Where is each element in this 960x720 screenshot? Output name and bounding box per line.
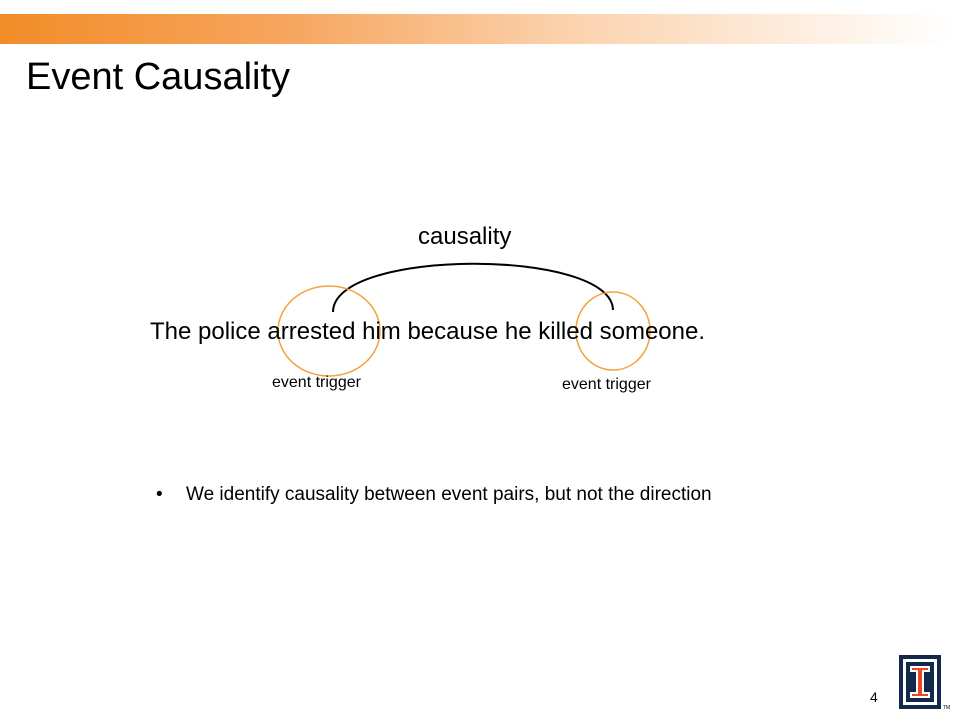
bullet-list (156, 482, 712, 508)
causality-arc (333, 264, 613, 312)
trigger-word-killed: killed (538, 318, 593, 345)
sentence-part-3: someone. (592, 318, 706, 345)
bullet-icon: • (156, 484, 163, 505)
page-number: 4 (870, 689, 878, 705)
event-trigger-label-1: event trigger (272, 374, 361, 391)
slide-title: Event Causality (26, 56, 291, 98)
bullet-text: We identify causality between event pairs, but not the direction (186, 484, 712, 505)
sentence-part-2: him because he (355, 318, 539, 345)
sentence-part-1: The police (150, 318, 268, 345)
event-trigger-label-2: event trigger (562, 376, 651, 393)
example-sentence (150, 316, 705, 348)
relation-label: causality (418, 223, 512, 250)
svg-text:TM: TM (943, 705, 951, 711)
trigger-word-arrested: arrested (267, 318, 356, 345)
bullet-item (156, 482, 712, 508)
university-block-i-logo-icon (898, 654, 951, 712)
